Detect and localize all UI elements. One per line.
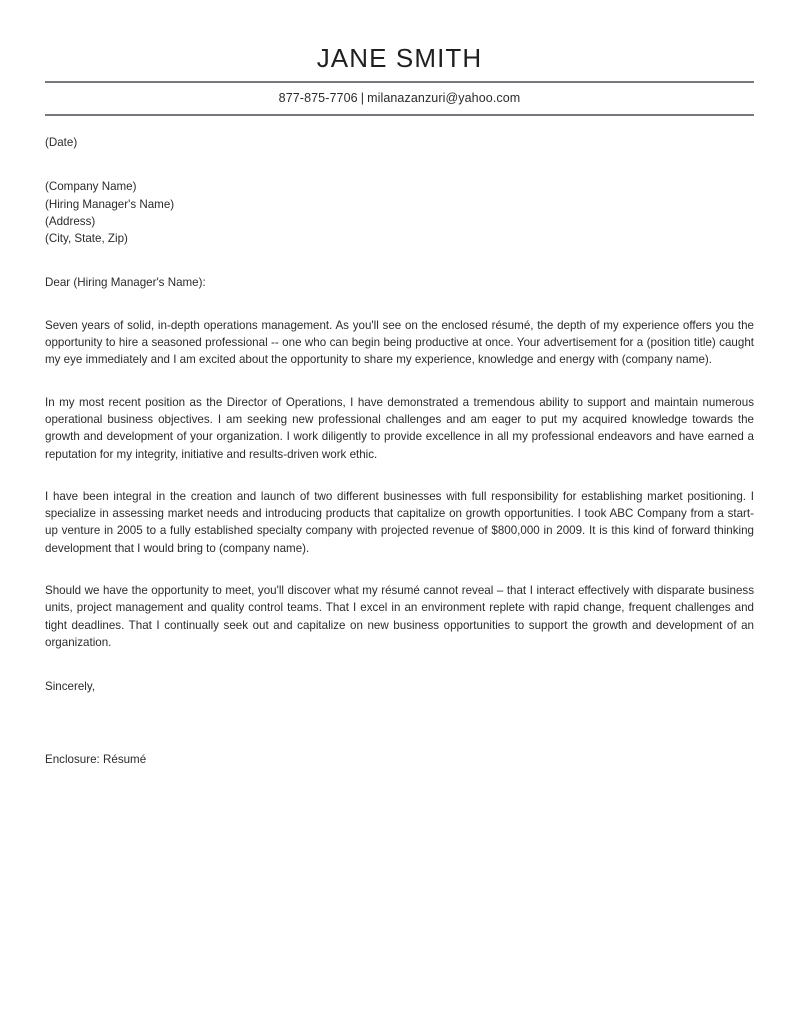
contact-line [45, 83, 754, 114]
date-placeholder: (Date) [45, 136, 78, 149]
enclosure-note: Enclosure: Résumé [45, 752, 147, 766]
body-paragraph-4: Should we have the opportunity to meet, you'll discover what my résumé cannot reveal – that I interact effectively with disparate business units, project management and quality control teams. That I excel in an environment replete with rapid change, frequent challenges and tight deadlines. That I continually seek out and capitalize on new business opportunities to support the growth and development of an organization. [45, 584, 754, 649]
recipient-manager: (Hiring Manager's Name) [45, 197, 175, 211]
salutation: Dear (Hiring Manager's Name): [45, 276, 206, 290]
body-paragraph-3: I have been integral in the creation and launch of two different businesses with full responsibility for establishing market positioning. I specialize in assessing market needs and introducing products that capitalize on growth opportunities. I took ABC Company from a start-up venture in 2005 to a fully established specialty company with projected revenue of $800,000 in 2009. It is this kind of forward thinking development that I would bring to (company name). [45, 489, 754, 555]
recipient-block [45, 151, 754, 247]
applicant-name: JANE SMITH [316, 43, 483, 73]
letterhead [45, 0, 754, 116]
recipient-city-state-zip: (City, State, Zip) [45, 232, 128, 246]
phone-number: 877-875-7706 [278, 91, 358, 105]
letter-body [45, 116, 754, 768]
contact-separator: | [360, 91, 365, 105]
body-paragraph-2: In my most recent position as the Director of Operations, I have demonstrated a tremendous ability to support and maintain numerous operational business objectives. I am seeking new professional challenges and am eager to put my acquired knowledge towards the growth and development of your organization. I work diligently to provide excellence in all my professional endeavors and have earned a reputation for my integrity, initiative and results-driven work ethic. [45, 395, 754, 461]
body-paragraph-1: Seven years of solid, in-depth operations management. As you'll see on the enclosed résumé, the depth of my experience offers you the opportunity to hire a seasoned professional -- one who can begin being productive at once. Your advertisement for a (position title) caught my eye immediately and I am excited about the opportunity to share my experience, knowledge and energy with (company name). [45, 318, 754, 367]
closing-salutation: Sincerely, [45, 680, 96, 694]
recipient-company: (Company Name) [45, 180, 137, 194]
recipient-address: (Address) [45, 214, 96, 228]
letter-sheet [45, 0, 754, 768]
email-address: milanazanzuri@yahoo.com [367, 91, 521, 105]
